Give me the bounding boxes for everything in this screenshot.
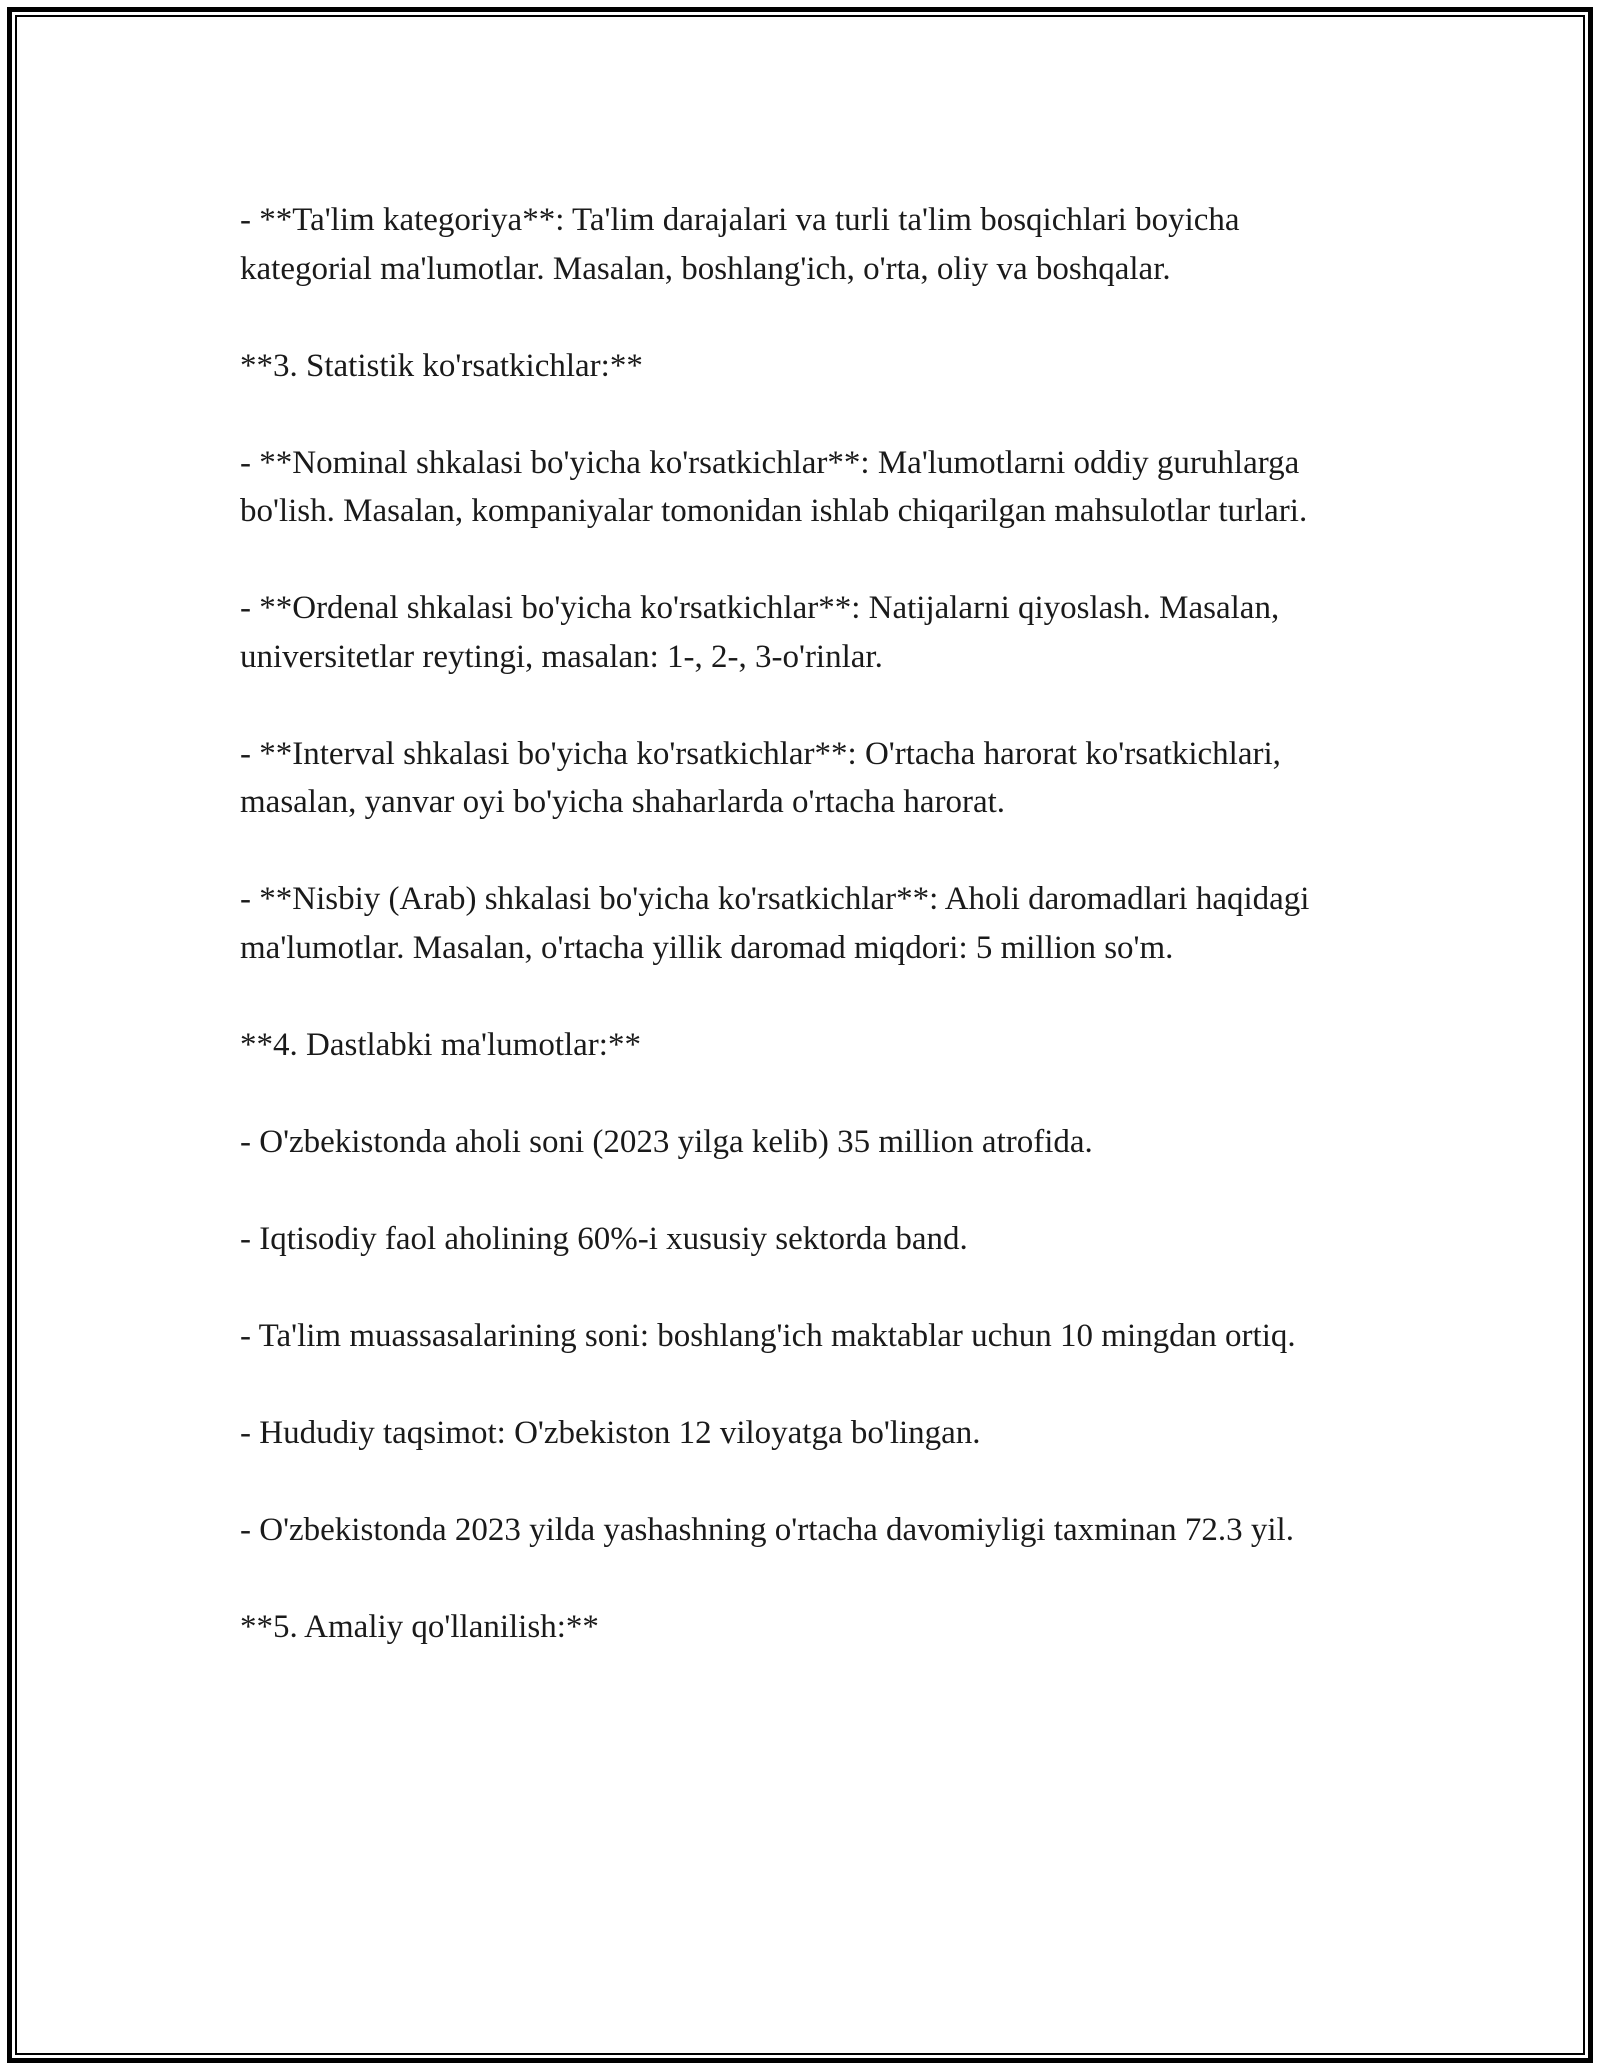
page-frame <box>7 7 1593 2063</box>
document-body <box>240 196 1370 1700</box>
heading-amaliy-qollanilish: **5. Amaliy qo'llanilish:** <box>240 1608 599 1645</box>
heading-dastlabki-malumotlar: **4. Dastlabki ma'lumotlar:** <box>240 1026 641 1063</box>
list-item-hududiy-taqsimot: - Hududiy taqsimot: O'zbekiston 12 viloyatga bo'lingan. <box>240 1414 981 1451</box>
list-item-aholi-soni: - O'zbekistonda aholi soni (2023 yilga kelib) 35 million atrofida. <box>240 1123 1093 1160</box>
paragraph-nisbiy-shkala: - **Nisbiy (Arab) shkalasi bo'yicha ko'rsatkichlar**: Aholi daromadlari haqidagi ma'lumotlar. Masalan, o'rtacha yillik daromad miqdori: 5 million so'm. <box>240 881 1310 966</box>
list-item-talim-muassasalari: - Ta'lim muassasalarining soni: boshlang'ich maktablar uchun 10 mingdan ortiq. <box>240 1317 1296 1354</box>
list-item-yashash-davomiyligi: - O'zbekistonda 2023 yilda yashashning o'rtacha davomiyligi taxminan 72.3 yil. <box>240 1511 1294 1548</box>
list-item-iqtisodiy-faol: - Iqtisodiy faol aholining 60%-i xususiy sektorda band. <box>240 1220 968 1257</box>
paragraph-ordenal-shkala: - **Ordenal shkalasi bo'yicha ko'rsatkichlar**: Natijalarni qiyoslash. Masalan, universitetlar reytingi, masalan: 1-, 2-, 3-o'rinlar. <box>240 590 1280 675</box>
paragraph-nominal-shkala: - **Nominal shkalasi bo'yicha ko'rsatkichlar**: Ma'lumotlarni oddiy guruhlarga bo'lish. Masalan, kompaniyalar tomonidan ishlab chiqarilgan mahsulotlar turlari. <box>240 444 1308 529</box>
paragraph-interval-shkala: - **Interval shkalasi bo'yicha ko'rsatkichlar**: O'rtacha harorat ko'rsatkichlari, masalan, yanvar oyi bo'yicha shaharlarda o'rtacha harorat. <box>240 735 1281 820</box>
heading-statistik-korsatkichlar: **3. Statistik ko'rsatkichlar:** <box>240 347 643 384</box>
paragraph-talim-kategoriya: - **Ta'lim kategoriya**: Ta'lim darajalari va turli ta'lim bosqichlari boyicha kategorial ma'lumotlar. Masalan, boshlang'ich, o'rta, oliy va boshqalar. <box>240 202 1240 287</box>
